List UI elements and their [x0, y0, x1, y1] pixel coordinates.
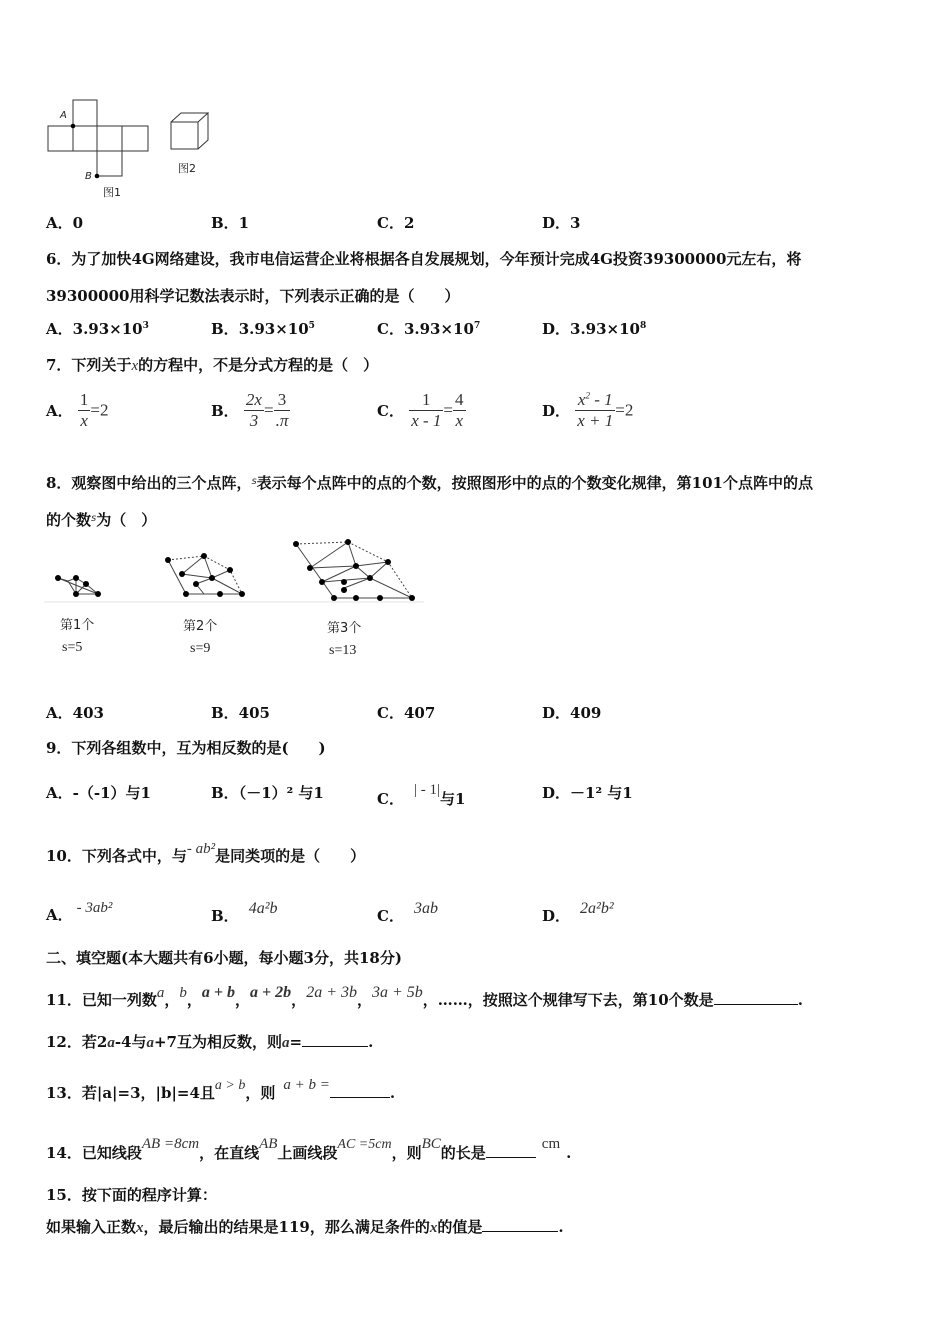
lattice-1 — [58, 578, 98, 594]
q6-option-b[interactable]: B．$3.93\times 10^5$ — [211, 320, 315, 338]
q9-option-c[interactable]: C． | - 1|与1 — [377, 782, 466, 808]
q5-option-c[interactable]: C．2 — [377, 214, 415, 232]
q6-option-a[interactable]: A．$3.93\times 10^3$ — [46, 320, 149, 338]
q13-answer-blank[interactable] — [330, 1097, 390, 1098]
q6-stem-line1: 6．为了加快4G网络建设，我市电信运营企业将根据各自发展规划，今年预计完成4G投资39300000元左右，将 — [46, 250, 802, 268]
q9-stem: 9．下列各组数中，互为相反数的是( ) — [46, 739, 326, 757]
label-b: B — [85, 171, 92, 182]
q8-option-d[interactable]: D．409 — [542, 704, 602, 722]
lattice-2-label: 第2个 — [183, 619, 218, 634]
q6-stem-line2: 39300000用科学记数法表示时，下列表示正确的是（ ） — [46, 287, 460, 305]
q10-stem: 10．下列各式中，与- ab²是同类项的是（ ） — [46, 841, 366, 865]
q6-option-c[interactable]: C．$3.93\times 10^7$ — [377, 320, 481, 338]
q12-stem: 12．若2a-4与a+7互为相反数，则a= . — [46, 1033, 374, 1051]
point-a — [71, 124, 76, 129]
q15-stem-line2: 如果输入正数x，最后输出的结果是119，那么满足条件的x的值是 . — [46, 1218, 564, 1236]
fig1-caption: 图1 — [103, 186, 121, 199]
cube-figure-2 — [168, 110, 210, 152]
q6-option-d[interactable]: D．$3.93\times 10^8$ — [542, 320, 647, 338]
point-b — [95, 174, 100, 179]
q7-option-d[interactable]: D． $\frac{x^2 - 1}{x + 1}$ =2 — [542, 390, 634, 430]
q5-option-a[interactable]: A．0 — [46, 214, 84, 232]
lattice-3-count: s=13 — [329, 643, 357, 658]
q9-option-a[interactable]: A．-（-1）与1 — [46, 784, 151, 802]
q14-stem: 14．已知线段AB =8cm，在直线AB上画线段AC =5cm，则BC的长是 cm . — [46, 1136, 572, 1162]
q15-answer-blank[interactable] — [482, 1231, 558, 1232]
lattice-2 — [168, 556, 242, 594]
lattice-3-label: 第3个 — [327, 621, 362, 636]
lattice-1-label: 第1个 — [60, 618, 95, 633]
lattice-2-count: s=9 — [190, 641, 211, 656]
dot-lattice-figures — [44, 536, 424, 608]
lattice-3 — [296, 542, 412, 598]
q8-option-a[interactable]: A．403 — [46, 704, 104, 722]
q5-option-b[interactable]: B．1 — [211, 214, 250, 232]
q13-stem: 13．若|a|=3，|b|=4且a > b，则 a + b = . — [46, 1077, 396, 1102]
fig2-caption: 图2 — [178, 162, 196, 175]
q7-option-a[interactable]: A． $\frac{1}{x}$ =2 — [46, 390, 109, 430]
section-2-heading: 二、填空题(本大题共有6小题，每小题3分，共18分) — [46, 949, 402, 967]
q11-stem: 11．已知一列数a，b，a + b，a + 2b，2a + 3b，3a + 5b，……，按照这个规律写下去，第10个数是 . — [46, 984, 803, 1009]
q15-stem-line1: 15．按下面的程序计算： — [46, 1186, 217, 1204]
q10-option-d[interactable]: D． 2a²b² — [542, 900, 614, 925]
q10-option-c[interactable]: C． 3ab — [377, 900, 438, 925]
q9-option-d[interactable]: D．－1² 与1 — [542, 784, 633, 802]
label-a: A — [60, 110, 67, 121]
q10-option-a[interactable]: A． - 3ab² — [46, 900, 113, 924]
q9-option-b[interactable]: B．（－1）² 与1 — [211, 784, 324, 802]
q11-answer-blank[interactable] — [714, 1004, 798, 1005]
q8-option-b[interactable]: B．405 — [211, 704, 270, 722]
q8-stem-line1: 8．观察图中给出的三个点阵，$^s$表示每个点阵中的点的个数，按照图形中的点的个数变化规律，第101个点阵中的点 — [46, 474, 813, 492]
lattice-1-count: s=5 — [62, 640, 83, 655]
q7-stem: 7．下列关于x的方程中，不是分式方程的是（ ） — [46, 356, 379, 374]
q14-answer-blank[interactable] — [486, 1157, 536, 1158]
q7-option-b[interactable]: B． $\frac{2x}{3}$ = $\frac{3}{.\pi}$ — [211, 390, 289, 430]
net-figure-1 — [40, 95, 160, 200]
q8-option-c[interactable]: C．407 — [377, 704, 436, 722]
q10-option-b[interactable]: B． 4a²b — [211, 900, 278, 925]
q12-answer-blank[interactable] — [302, 1046, 368, 1047]
q7-option-c[interactable]: C． $\frac{1}{x - 1}$ = $\frac{4}{x}$ — [377, 390, 464, 430]
q8-stem-line2: 的个数$^s$为（ ） — [46, 511, 157, 529]
q5-option-d[interactable]: D．3 — [542, 214, 581, 232]
